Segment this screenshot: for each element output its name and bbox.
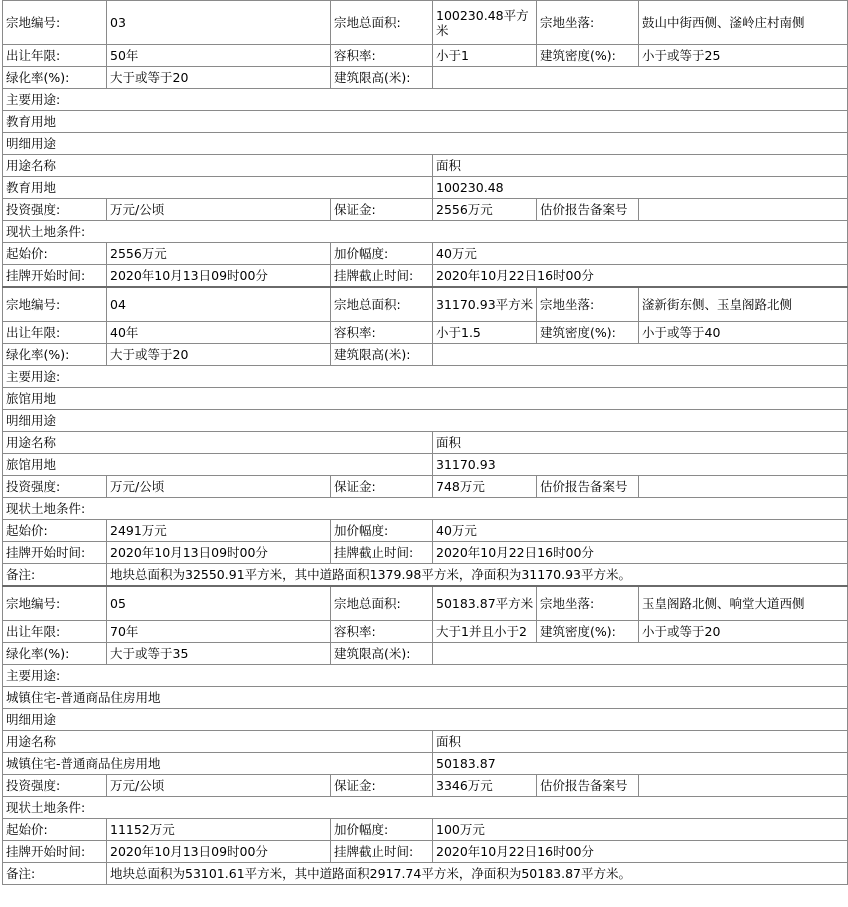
use-area-value: 31170.93 xyxy=(433,454,848,476)
invest-label: 投资强度: xyxy=(3,775,107,797)
height-label: 建筑限高(米): xyxy=(331,67,433,89)
term-label: 出让年限: xyxy=(3,45,107,67)
table-row xyxy=(3,586,848,621)
term-value: 70年 xyxy=(107,621,331,643)
table-row xyxy=(3,476,848,498)
far-value: 小于1.5 xyxy=(433,322,537,344)
start-price-label: 起始价: xyxy=(3,819,107,841)
total-area-label: 宗地总面积: xyxy=(331,287,433,322)
remark-label: 备注: xyxy=(3,564,107,586)
invest-label: 投资强度: xyxy=(3,199,107,221)
total-area-value: 100230.48平方米 xyxy=(433,1,537,45)
table-row xyxy=(3,819,848,841)
listing-start-label: 挂牌开始时间: xyxy=(3,265,107,287)
table-row xyxy=(3,775,848,797)
listing-start-value: 2020年10月13日09时00分 xyxy=(107,542,331,564)
density-value: 小于或等于25 xyxy=(639,45,848,67)
far-label: 容积率: xyxy=(331,621,433,643)
increment-value: 40万元 xyxy=(433,520,848,542)
use-name-value: 城镇住宅-普通商品住房用地 xyxy=(3,753,433,775)
far-value: 大于1并且小于2 xyxy=(433,621,537,643)
use-name-header: 用途名称 xyxy=(3,731,433,753)
table-row xyxy=(3,709,848,731)
table-row xyxy=(3,621,848,643)
appraisal-value xyxy=(639,775,848,797)
listing-end-value: 2020年10月22日16时00分 xyxy=(433,841,848,863)
increment-label: 加价幅度: xyxy=(331,520,433,542)
deposit-value: 2556万元 xyxy=(433,199,537,221)
increment-label: 加价幅度: xyxy=(331,819,433,841)
table-row xyxy=(3,753,848,775)
listing-end-label: 挂牌截止时间: xyxy=(331,542,433,564)
far-value: 小于1 xyxy=(433,45,537,67)
table-row xyxy=(3,564,848,586)
height-label: 建筑限高(米): xyxy=(331,643,433,665)
term-label: 出让年限: xyxy=(3,621,107,643)
density-label: 建筑密度(%): xyxy=(537,322,639,344)
table-row xyxy=(3,542,848,564)
detail-use-label: 明细用途 xyxy=(3,133,848,155)
table-row xyxy=(3,155,848,177)
use-name-header: 用途名称 xyxy=(3,432,433,454)
main-use-value: 旅馆用地 xyxy=(3,388,848,410)
parcel-no-label: 宗地编号: xyxy=(3,1,107,45)
location-label: 宗地坐落: xyxy=(537,586,639,621)
start-price-value: 2491万元 xyxy=(107,520,331,542)
table-row xyxy=(3,520,848,542)
total-area-value: 31170.93平方米 xyxy=(433,287,537,322)
density-value: 小于或等于40 xyxy=(639,322,848,344)
increment-value: 100万元 xyxy=(433,819,848,841)
table-row xyxy=(3,366,848,388)
parcel-no-value: 03 xyxy=(107,1,331,45)
location-value: 滏新街东侧、玉皇阁路北侧 xyxy=(639,287,848,322)
green-label: 绿化率(%): xyxy=(3,67,107,89)
land-parcel-table xyxy=(2,0,848,885)
appraisal-value xyxy=(639,199,848,221)
invest-value: 万元/公顷 xyxy=(107,199,331,221)
table-row xyxy=(3,498,848,520)
listing-end-value: 2020年10月22日16时00分 xyxy=(433,542,848,564)
total-area-label: 宗地总面积: xyxy=(331,586,433,621)
deposit-label: 保证金: xyxy=(331,199,433,221)
table-row xyxy=(3,89,848,111)
table-row xyxy=(3,841,848,863)
table-row xyxy=(3,388,848,410)
main-use-value: 教育用地 xyxy=(3,111,848,133)
appraisal-label: 估价报告备案号 xyxy=(537,476,639,498)
table-row xyxy=(3,344,848,366)
term-label: 出让年限: xyxy=(3,322,107,344)
deposit-label: 保证金: xyxy=(331,476,433,498)
density-label: 建筑密度(%): xyxy=(537,45,639,67)
main-use-label: 主要用途: xyxy=(3,89,848,111)
table-row xyxy=(3,863,848,885)
table-row xyxy=(3,221,848,243)
table-row xyxy=(3,410,848,432)
remark-value: 地块总面积为32550.91平方米，其中道路面积1379.98平方米，净面积为31170.93平方米。 xyxy=(107,564,848,586)
term-value: 50年 xyxy=(107,45,331,67)
start-price-label: 起始价: xyxy=(3,520,107,542)
use-name-value: 教育用地 xyxy=(3,177,433,199)
table-row xyxy=(3,45,848,67)
height-value xyxy=(433,344,848,366)
green-label: 绿化率(%): xyxy=(3,643,107,665)
listing-start-value: 2020年10月13日09时00分 xyxy=(107,265,331,287)
table-row xyxy=(3,265,848,287)
table-row xyxy=(3,243,848,265)
table-row xyxy=(3,454,848,476)
use-name-header: 用途名称 xyxy=(3,155,433,177)
area-header: 面积 xyxy=(433,731,848,753)
appraisal-label: 估价报告备案号 xyxy=(537,775,639,797)
green-value: 大于或等于20 xyxy=(107,67,331,89)
term-value: 40年 xyxy=(107,322,331,344)
far-label: 容积率: xyxy=(331,322,433,344)
deposit-label: 保证金: xyxy=(331,775,433,797)
appraisal-label: 估价报告备案号 xyxy=(537,199,639,221)
remark-value: 地块总面积为53101.61平方米，其中道路面积2917.74平方米，净面积为50183.87平方米。 xyxy=(107,863,848,885)
location-label: 宗地坐落: xyxy=(537,287,639,322)
start-price-value: 2556万元 xyxy=(107,243,331,265)
height-value xyxy=(433,67,848,89)
detail-use-label: 明细用途 xyxy=(3,410,848,432)
location-label: 宗地坐落: xyxy=(537,1,639,45)
listing-start-value: 2020年10月13日09时00分 xyxy=(107,841,331,863)
condition-label: 现状土地条件: xyxy=(3,221,848,243)
density-value: 小于或等于20 xyxy=(639,621,848,643)
use-area-value: 50183.87 xyxy=(433,753,848,775)
use-area-value: 100230.48 xyxy=(433,177,848,199)
parcel-no-label: 宗地编号: xyxy=(3,287,107,322)
table-row xyxy=(3,322,848,344)
parcel-no-value: 04 xyxy=(107,287,331,322)
deposit-value: 748万元 xyxy=(433,476,537,498)
invest-label: 投资强度: xyxy=(3,476,107,498)
location-value: 玉皇阁路北侧、响堂大道西侧 xyxy=(639,586,848,621)
invest-value: 万元/公顷 xyxy=(107,775,331,797)
table-row xyxy=(3,287,848,322)
green-value: 大于或等于35 xyxy=(107,643,331,665)
table-row xyxy=(3,432,848,454)
table-row xyxy=(3,665,848,687)
use-name-value: 旅馆用地 xyxy=(3,454,433,476)
detail-use-label: 明细用途 xyxy=(3,709,848,731)
start-price-label: 起始价: xyxy=(3,243,107,265)
height-value xyxy=(433,643,848,665)
table-row xyxy=(3,177,848,199)
area-header: 面积 xyxy=(433,432,848,454)
listing-start-label: 挂牌开始时间: xyxy=(3,542,107,564)
condition-label: 现状土地条件: xyxy=(3,797,848,819)
table-row xyxy=(3,731,848,753)
main-use-value: 城镇住宅-普通商品住房用地 xyxy=(3,687,848,709)
total-area-label: 宗地总面积: xyxy=(331,1,433,45)
condition-label: 现状土地条件: xyxy=(3,498,848,520)
table-row xyxy=(3,687,848,709)
table-row xyxy=(3,67,848,89)
green-value: 大于或等于20 xyxy=(107,344,331,366)
main-use-label: 主要用途: xyxy=(3,366,848,388)
table-row xyxy=(3,797,848,819)
height-label: 建筑限高(米): xyxy=(331,344,433,366)
parcel-no-label: 宗地编号: xyxy=(3,586,107,621)
invest-value: 万元/公顷 xyxy=(107,476,331,498)
listing-end-value: 2020年10月22日16时00分 xyxy=(433,265,848,287)
deposit-value: 3346万元 xyxy=(433,775,537,797)
total-area-value: 50183.87平方米 xyxy=(433,586,537,621)
remark-label: 备注: xyxy=(3,863,107,885)
appraisal-value xyxy=(639,476,848,498)
start-price-value: 11152万元 xyxy=(107,819,331,841)
density-label: 建筑密度(%): xyxy=(537,621,639,643)
increment-label: 加价幅度: xyxy=(331,243,433,265)
listing-end-label: 挂牌截止时间: xyxy=(331,841,433,863)
parcel-no-value: 05 xyxy=(107,586,331,621)
table-row xyxy=(3,111,848,133)
table-row xyxy=(3,1,848,45)
main-use-label: 主要用途: xyxy=(3,665,848,687)
table-row xyxy=(3,643,848,665)
table-row xyxy=(3,133,848,155)
area-header: 面积 xyxy=(433,155,848,177)
listing-end-label: 挂牌截止时间: xyxy=(331,265,433,287)
listing-start-label: 挂牌开始时间: xyxy=(3,841,107,863)
increment-value: 40万元 xyxy=(433,243,848,265)
location-value: 鼓山中街西侧、滏岭庄村南侧 xyxy=(639,1,848,45)
table-row xyxy=(3,199,848,221)
green-label: 绿化率(%): xyxy=(3,344,107,366)
far-label: 容积率: xyxy=(331,45,433,67)
